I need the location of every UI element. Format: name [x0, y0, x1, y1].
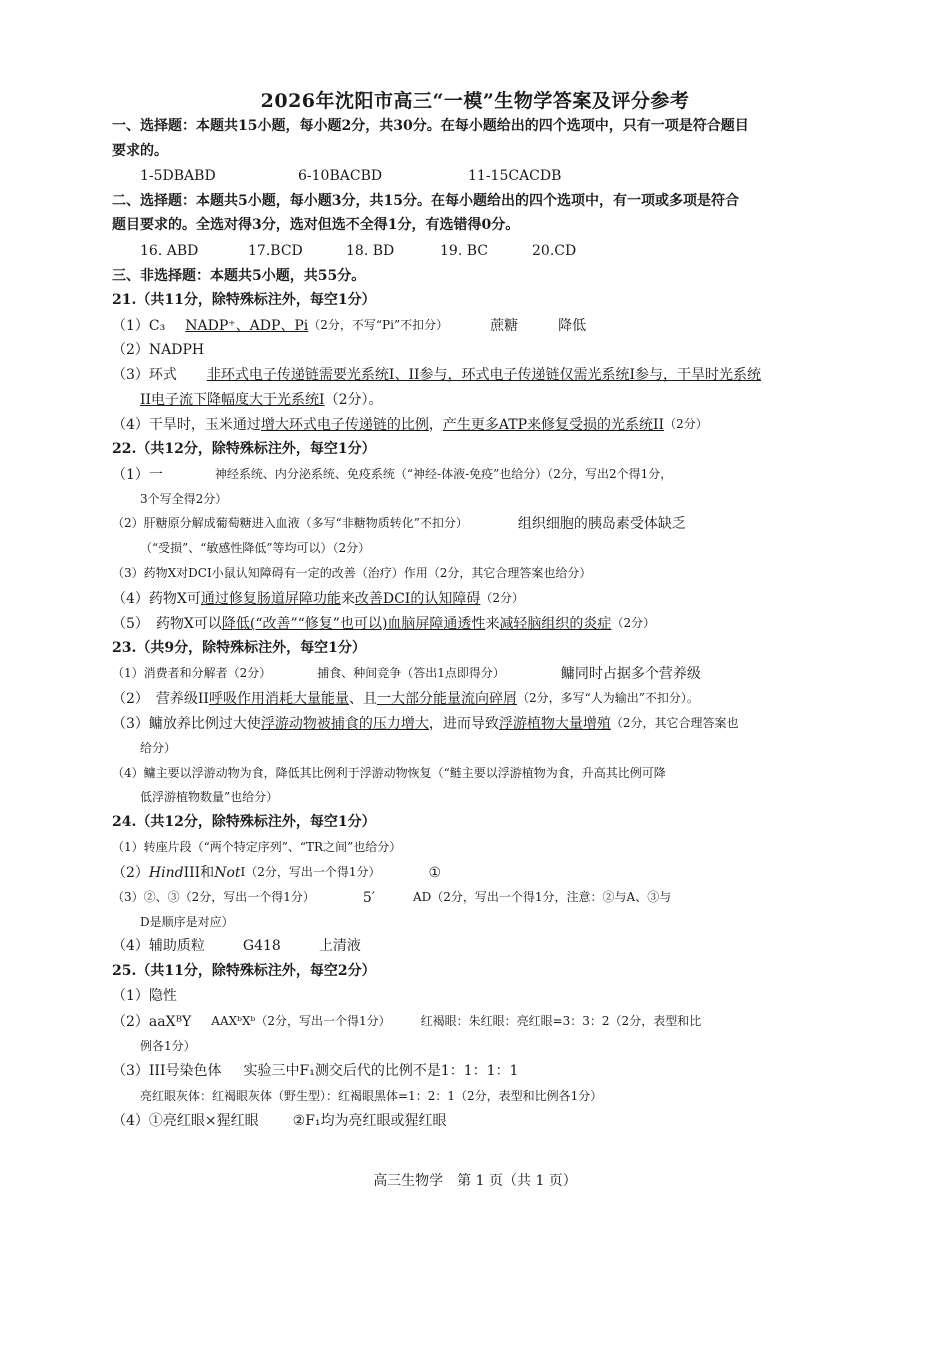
q23-a2-u1: 呼吸作用消耗大量能量	[208, 691, 349, 707]
q22-a1-systems: 神经系统、内分泌系统、免疫系统（“神经-体液-免疫”也给分）（2分，写出2个得1分，	[214, 467, 673, 481]
q23-a3-u1: 浮游动物被捕食的压力增大	[260, 716, 429, 732]
q23-a3-score: （2分，其它合理答案也	[610, 716, 739, 730]
q24-line4: D是顺序是对应）	[140, 915, 234, 929]
q22-line4: （“受损”、“敏感性降低”等均可以）（2分）	[140, 541, 371, 555]
section3-heading: 三、非选择题：本题共5小题，共55分。	[112, 268, 366, 284]
q25-line1: （1）隐性	[112, 988, 177, 1004]
q22-line7	[112, 612, 655, 635]
q22-line1	[112, 463, 672, 486]
q24-a4-supernatant: 上清液	[318, 938, 361, 954]
q25-a3: （3）III号染色体	[112, 1063, 222, 1079]
q24-a4-g418: G418	[242, 938, 281, 954]
q21-line4	[140, 389, 383, 411]
section2-answer-19: 19. BC	[440, 243, 488, 259]
q21-line3	[112, 364, 761, 386]
q23-line3	[112, 712, 739, 735]
q22-a4-u2: 改善DCI的认知障碍	[354, 591, 481, 607]
q25-a4-1: （4）①亮红眼×猩红眼	[112, 1113, 259, 1129]
q21-heading: 21.（共11分，除特殊标注外，每空1分）	[112, 292, 376, 308]
q22-a4-mid: 来	[340, 591, 355, 607]
q25-heading: 25.（共11分，除特殊标注外，每空2分）	[112, 963, 376, 979]
q22-a4-start: （4）药物X可	[112, 591, 201, 607]
q24-a3-ad: AD（2分，写出一个得1分，注意：②与A、③与	[413, 890, 672, 904]
q23-a3-start: （3）鳙放养比例过大使	[112, 716, 261, 732]
q23-heading: 23.（共9分，除特殊标注外，每空1分）	[112, 640, 366, 656]
q22-a4-score: （2分）	[480, 591, 524, 605]
q22-line6	[112, 587, 524, 610]
section2-answer-20: 20.CD	[532, 243, 577, 259]
q22-a5-score: （2分）	[611, 616, 656, 630]
q24-line3	[112, 886, 671, 909]
q23-line6: 低浮游植物数量”也给分）	[140, 790, 279, 804]
section1-answers-2: 6-10BACBD	[298, 168, 383, 184]
q21-line1	[112, 314, 586, 337]
q21-a1: （1）C₃	[112, 318, 166, 334]
q24-a2-and: III和	[183, 865, 215, 881]
q23-a1: （1）消费者和分解者（2分）	[112, 666, 272, 680]
q22-a2: （2）肝糖原分解成葡萄糖进入血液（多写“非糖物质转化”不扣分）	[112, 516, 468, 530]
q23-a3-u2: 浮游植物大量增殖	[498, 716, 611, 732]
section1-answers-1: 1-5DBABD	[140, 168, 216, 184]
page-title: 2026年沈阳市高三“一模”生物学答案及评分参考	[260, 90, 690, 112]
q24-a4: （4）辅助质粒	[112, 938, 205, 954]
q24-a2-hind: Hind	[148, 865, 184, 881]
q21-line5	[112, 413, 708, 436]
section2-heading: 二、选择题：本题共5小题，每小题3分，共15分。在每小题给出的四个选项中，有一项或多项是符合	[112, 193, 739, 209]
q24-a2-circle: ①	[428, 865, 442, 881]
q23-line4: 给分）	[140, 741, 177, 755]
q21-a3: （3）环式	[112, 367, 177, 383]
q21-a3-reason-cont: II电子流下降幅度大于光系统I	[140, 392, 325, 408]
section1-answers-3: 11-15CACDB	[468, 168, 562, 184]
q24-line2	[112, 861, 441, 884]
q23-a1-levels: 鳙同时占据多个营养级	[560, 666, 701, 682]
section1-heading-cont: 要求的。	[112, 143, 168, 159]
q25-a2-2: AAXᵇXᵇ（2分，写出一个得1分）	[211, 1014, 391, 1028]
q22-line5: （3）药物X对DCI小鼠认知障碍有一定的改善（治疗）作用（2分，其它合理答案也给分）	[112, 566, 592, 580]
section2-answer-17: 17.BCD	[248, 243, 303, 259]
q22-a5-start: （5） 药物X可以	[112, 616, 222, 632]
q23-a2-u2: 一大部分能量流向碎屑	[376, 691, 517, 707]
q24-heading: 24.（共12分，除特殊标注外，每空1分）	[112, 814, 376, 830]
q25-line6	[112, 1110, 447, 1132]
q24-a2-num: （2）	[112, 865, 149, 881]
section1-heading: 一、选择题：本题共15小题，每小题2分，共30分。在每小题给出的四个选项中，只有一项是符合题目	[112, 118, 749, 134]
q22-a5-u1: 降低(“改善”“修复”也可以)血脑屏障通透性	[221, 616, 486, 632]
q25-line2	[112, 1010, 701, 1033]
q25-a4-2: ②F₁均为亮红眼或猩红眼	[292, 1113, 447, 1129]
q24-a2-not: Not	[214, 865, 241, 881]
q23-a2-score: （2分，多写“人为输出”不扣分）。	[516, 691, 699, 705]
page-footer: 高三生物学 第 1 页（共 1 页）	[373, 1173, 577, 1189]
q24-line5	[112, 935, 361, 957]
q25-a2-1: （2）aaXᴮY	[112, 1014, 192, 1030]
q21-a4-start: （4）干旱时，玉米通过	[112, 417, 261, 433]
q21-a3-score: （2分）。	[324, 392, 383, 408]
q23-line5: （4）鳙主要以浮游动物为食，降低其比例利于浮游动物恢复（“鲢主要以浮游植物为食，升高其比例可降	[112, 766, 666, 780]
q23-a2-start: （2） 营养级II	[112, 691, 209, 707]
q21-a4-score: （2分）	[664, 417, 708, 431]
q21-a4-u2: 产生更多ATP来修复受损的光系统II	[442, 417, 665, 433]
section2-answer-18: 18. BD	[346, 243, 395, 259]
q23-a3-mid: ，进而导致	[428, 716, 499, 732]
q21-a1-nadp: NADP⁺、ADP、Pi	[185, 318, 309, 334]
q21-a3-reason: 非环式电子传递链需要光系统I、II参与，环式电子传递链仅需光系统I参与，干旱时光系统	[206, 367, 762, 383]
q21-a1-sucrose: 蔗糖	[490, 318, 519, 334]
q22-a2-receptor: 组织细胞的胰岛素受体缺乏	[517, 516, 686, 532]
q21-line2: （2）NADPH	[112, 342, 205, 358]
q23-a2-mid: 、且	[348, 691, 377, 707]
q22-a4-u1: 通过修复肠道屏障功能	[200, 591, 341, 607]
q25-line4	[112, 1060, 518, 1082]
q21-a1-note: （2分，不写“Pi”不扣分）	[308, 318, 449, 332]
section2-answer-16: 16. ABD	[140, 243, 199, 259]
q22-line3	[112, 512, 686, 535]
q22-line2: 3个写全得2分）	[140, 492, 228, 506]
q23-line2	[112, 687, 699, 710]
q22-a5-mid: 来	[485, 616, 500, 632]
q22-a5-u2: 减轻脑组织的炎症	[499, 616, 612, 632]
q21-a4-comma: ，	[428, 417, 443, 433]
q21-a1-decrease: 降低	[558, 318, 587, 334]
q24-a3: （3）②、③（2分，写出一个得1分）	[112, 890, 315, 904]
q22-heading: 22.（共12分，除特殊标注外，每空1分）	[112, 441, 376, 457]
q23-a1-relation: 捕食、种间竞争（答出1点即得分）	[317, 666, 505, 680]
q24-line1: （1）转座片段（“两个特定序列”、“TR之间”也给分）	[112, 840, 402, 854]
q23-line1	[112, 662, 701, 685]
q25-line5: 亮红眼灰体：红褐眼灰体（野生型）：红褐眼黑体=1：2：1（2分，表型和比例各1分）	[140, 1089, 603, 1103]
q24-a2-score: I（2分，写出一个得1分）	[240, 865, 381, 879]
q25-a2-ratio: 红褐眼：朱红眼：亮红眼=3：3：2（2分，表型和比	[420, 1014, 702, 1028]
q25-a3-reason: 实验三中F₁测交后代的比例不是1：1：1：1	[243, 1063, 519, 1079]
q21-a4-u1: 增大环式电子传递链的比例	[260, 417, 429, 433]
q25-line3: 例各1分）	[140, 1039, 196, 1053]
q22-a1: （1）一	[112, 467, 163, 483]
section2-heading-cont: 题目要求的。全选对得3分，选对但选不全得1分，有选错得0分。	[112, 217, 520, 233]
q24-a3-5prime: 5′	[362, 890, 375, 906]
